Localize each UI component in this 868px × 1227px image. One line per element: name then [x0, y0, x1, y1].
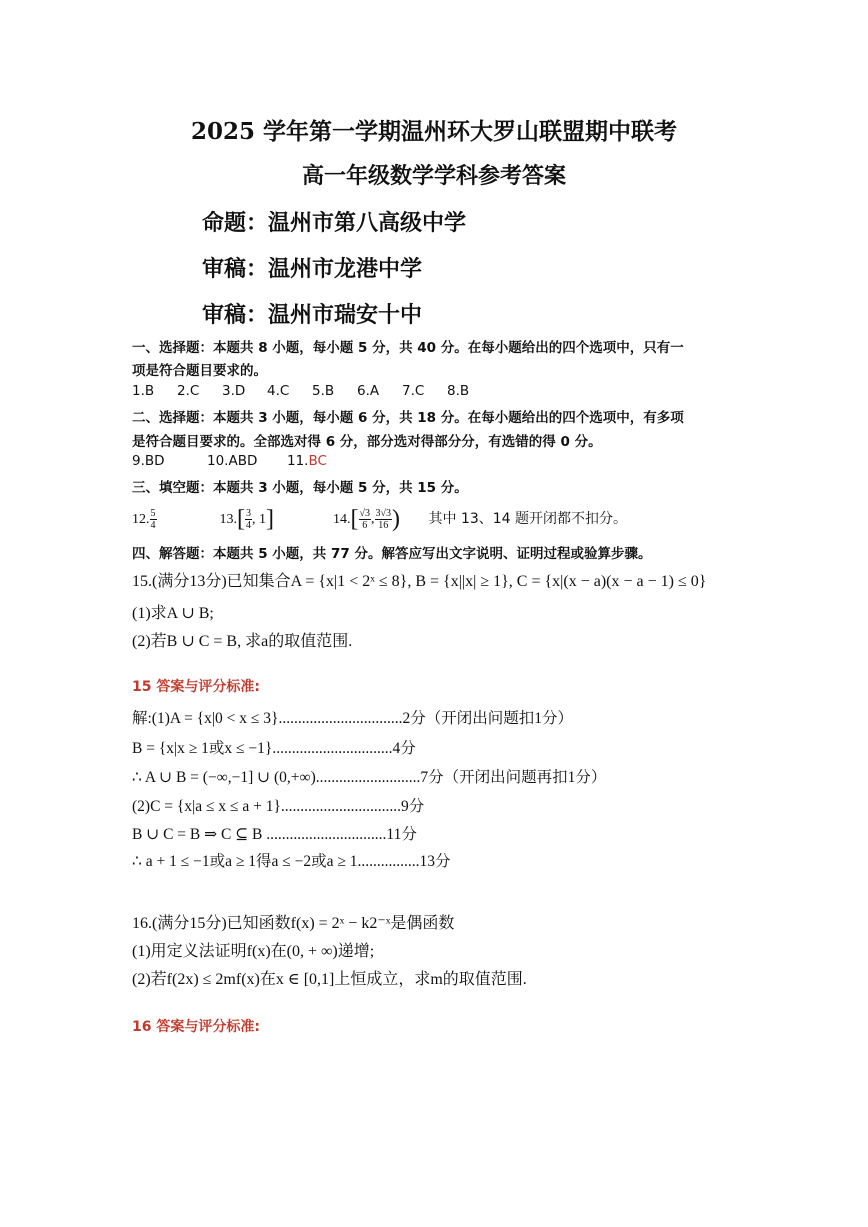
answer-9: 9.BD — [132, 453, 165, 469]
q16-answer-heading: 16 答案与评分标准: — [132, 1019, 260, 1035]
q15-step-1: 解:(1)A = {x|0 < x ≤ 3}................................2分（开闭出问题扣1分） — [132, 710, 573, 727]
part3-note: 其中 13、14 题开闭都不扣分。 — [428, 510, 628, 527]
q16-part1: (1)用定义法证明f(x)在(0, + ∞)递增; — [132, 943, 375, 960]
q15-stem: 15.(满分13分)已知集合A = {x|1 < 2ˣ ≤ 8}, B = {x||x| ≥ 1}, C = {x|(x − a)(x − a − 1) ≤ 0} — [132, 573, 707, 590]
q16-stem: 16.(满分15分)已知函数f(x) = 2ˣ − k2⁻ˣ是偶函数 — [132, 915, 455, 932]
part1-heading-line1: 一、选择题：本题共 8 小题，每小题 5 分，共 40 分。在每小题给出的四个选项中，只有一 — [132, 340, 684, 356]
answer-3: 3.D — [222, 383, 246, 399]
answer-11-label: 11. — [287, 453, 309, 469]
reviewer-line-2: 审稿：温州市瑞安十中 — [202, 303, 423, 328]
part1-heading-line2: 项是符合题目要求的。 — [132, 363, 267, 379]
q15-step-4: (2)C = {x|a ≤ x ≤ a + 1}...............................9分 — [132, 798, 425, 815]
answer-4: 4.C — [267, 383, 290, 399]
part4-heading: 四、解答题：本题共 5 小题，共 77 分。解答应写出文字说明、证明过程或验算步骤。 — [132, 546, 652, 562]
q15-step-6: ∴ a + 1 ≤ −1或a ≥ 1得a ≤ −2或a ≥ 1................13分 — [132, 853, 451, 870]
answer-8: 8.B — [447, 383, 470, 399]
answer-10: 10.ABD — [207, 453, 258, 469]
answer-13-rest: , 1 — [252, 511, 266, 527]
q15-answer-heading: 15 答案与评分标准: — [132, 679, 260, 695]
part2-answers — [132, 453, 327, 469]
answer-12-fraction: $\frac{5}{4}$ — [150, 508, 156, 531]
q16-part2: (2)若f(2x) ≤ 2mf(x)在x ∈ [0,1]上恒成立，求m的取值范围. — [132, 971, 527, 988]
page-subtitle: 高一年级数学学科参考答案 — [301, 163, 566, 189]
answer-1: 1.B — [132, 383, 155, 399]
answer-11-value: BC — [308, 453, 327, 469]
part2-heading-line1: 二、选择题：本题共 3 小题，每小题 6 分，共 18 分。在每小题给出的四个选项中，有多项 — [132, 410, 684, 426]
q15-part1: (1)求A ∪ B; — [132, 605, 214, 622]
answer-6: 6.A — [357, 383, 380, 399]
answer-5: 5.B — [312, 383, 335, 399]
answer-13-label: 13. — [219, 511, 237, 527]
page-title: 2025 学年第一学期温州环大罗山联盟期中联考 — [190, 118, 678, 145]
answer-14-fraction-2: $\frac{3√3}{16}$ — [375, 508, 391, 531]
q15-step-2: B = {x|x ≥ 1或x ≤ −1}...............................4分 — [132, 740, 416, 757]
q15-part2: (2)若B ∪ C = B, 求a的取值范围. — [132, 633, 353, 650]
part1-answers — [132, 383, 492, 399]
answer-14-label: 14. — [333, 511, 351, 527]
answer-13-fraction: $\frac{3}{4}$ — [246, 508, 251, 531]
proposer-line: 命题：温州市第八高级中学 — [202, 211, 467, 236]
part3-answers: 12. $\frac{5}{4}$ 13.[ $\frac{3}{4}$ , 1] 14.[ $\frac{√3}{6}$ , $\frac{3√3}{16}$ ) 其中 13、14 题开闭都不扣分。 — [132, 506, 628, 532]
answer-14-fraction-1: $\frac{√3}{6}$ — [359, 508, 370, 531]
q15-step-3: ∴ A ∪ B = (−∞,−1] ∪ (0,+∞)...........................7分（开闭出问题再扣1分） — [132, 769, 607, 786]
reviewer-line-1: 审稿：温州市龙港中学 — [202, 257, 423, 282]
part3-heading: 三、填空题：本题共 3 小题，每小题 5 分，共 15 分。 — [132, 480, 468, 496]
q15-step-5: B ∪ C = B ⇒ C ⊆ B ...............................11分 — [132, 826, 417, 843]
answer-12-label: 12. — [132, 511, 150, 527]
part2-heading-line2: 是符合题目要求的。全部选对得 6 分，部分选对得部分分，有选错的得 0 分。 — [132, 434, 602, 450]
answer-2: 2.C — [177, 383, 200, 399]
answer-7: 7.C — [402, 383, 425, 399]
